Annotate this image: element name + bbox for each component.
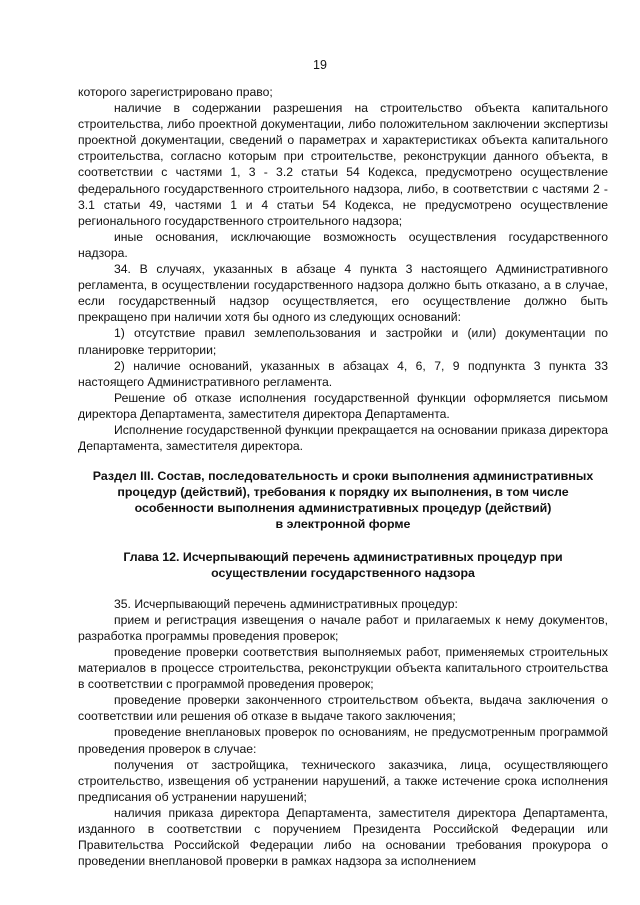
paragraphs-top — [78, 84, 608, 454]
paragraph: Решение об отказе исполнения государственной функции оформляется письмом директора Департамента, заместителя директора Департамента. — [78, 390, 608, 421]
section-heading — [78, 468, 608, 532]
paragraph: 34. В случаях, указанных в абзаце 4 пункта 3 настоящего Административного регламента, в осуществлении государственного надзора должно быть отказано, а в случае, если государственный надзор осуществляется, его осуществление должно быть прекращено при наличии хотя бы одного из следующих оснований: — [78, 262, 608, 325]
page-number: 19 — [313, 58, 327, 72]
paragraph: наличие в содержании разрешения на строительство объекта капитального строительства, либо проектной документации, либо положительном заключении экспертизы проектной документации, сведений о параметрах и характеристиках объекта капитального строительства, согласно которым при строительстве, реконструкции данного объекта, в соответствии с частями 1, 3 - 3.2 статьи 54 Кодекса, предусмотрено осуществление федерального государственного строительного надзора, либо, в соответствии с частями 2 - 3.1 статьи 49, частями 1 и 4 статьи 54 Кодекса, не предусмотрено осуществление регионального государственного строительного надзора; — [78, 101, 608, 228]
paragraph: прием и регистрация извещения о начале работ и прилагаемых к нему документов, разработка программы проведения проверок; — [78, 612, 608, 643]
section-heading-line: процедур (действий), требования к порядку их выполнения, в том числе — [117, 485, 569, 500]
paragraph: проведение проверки законченного строительством объекта, выдача заключения о соответствии или решения об отказе в выдаче такого заключения; — [78, 693, 608, 724]
paragraph: проведение внеплановых проверок по основаниям, не предусмотренным программой проведения проверок в случае: — [78, 725, 608, 756]
section-heading-line: в электронной форме — [275, 517, 411, 532]
document-body — [78, 84, 608, 869]
paragraph: 2) наличие оснований, указанных в абзацах 4, 6, 7, 9 подпункта 3 пункта 33 настоящего Административного регламента. — [78, 358, 608, 389]
paragraph: получения от застройщика, технического заказчика, лица, осуществляющего строительство, извещения об устранении нарушений, а также истечение срока исполнения предписания об устранении нарушений; — [78, 757, 608, 804]
section-heading-line: Раздел III. Состав, последовательность и сроки выполнения административных — [92, 469, 594, 484]
chapter-heading-line: осуществлении государственного надзора — [211, 565, 475, 580]
paragraph: которого зарегистрировано право; — [78, 85, 273, 99]
paragraph: наличия приказа директора Департамента, заместителя директора Департамента, изданного в соответствии с поручением Президента Российской Федерации или Правительства Российской Федерации либо на основании требования прокурора о проведении внеплановой проверки в рамках надзора за исполнением — [78, 805, 608, 869]
paragraph: 35. Исчерпывающий перечень административных процедур: — [114, 596, 458, 611]
section-heading-line: особенности выполнения административных процедур (действий) — [134, 501, 552, 516]
spacer — [78, 581, 608, 596]
chapter-heading-line: Глава 12. Исчерпывающий перечень административных процедур при — [123, 549, 563, 564]
paragraph: 1) отсутствие правил землепользования и застройки и (или) документации по планировке территории; — [78, 326, 608, 357]
chapter-heading — [78, 549, 608, 581]
paragraph: проведение проверки соответствия выполняемых работ, применяемых строительных материалов в процессе строительства, реконструкции объекта капитального строительства в соответствии с программой проведения проверок; — [78, 645, 608, 692]
paragraph: Исполнение государственной функции прекращается на основании приказа директора Департамента, заместителя директора. — [78, 422, 608, 454]
paragraphs-bottom — [78, 596, 608, 870]
paragraph: иные основания, исключающие возможность осуществления государственного надзора. — [78, 229, 608, 260]
